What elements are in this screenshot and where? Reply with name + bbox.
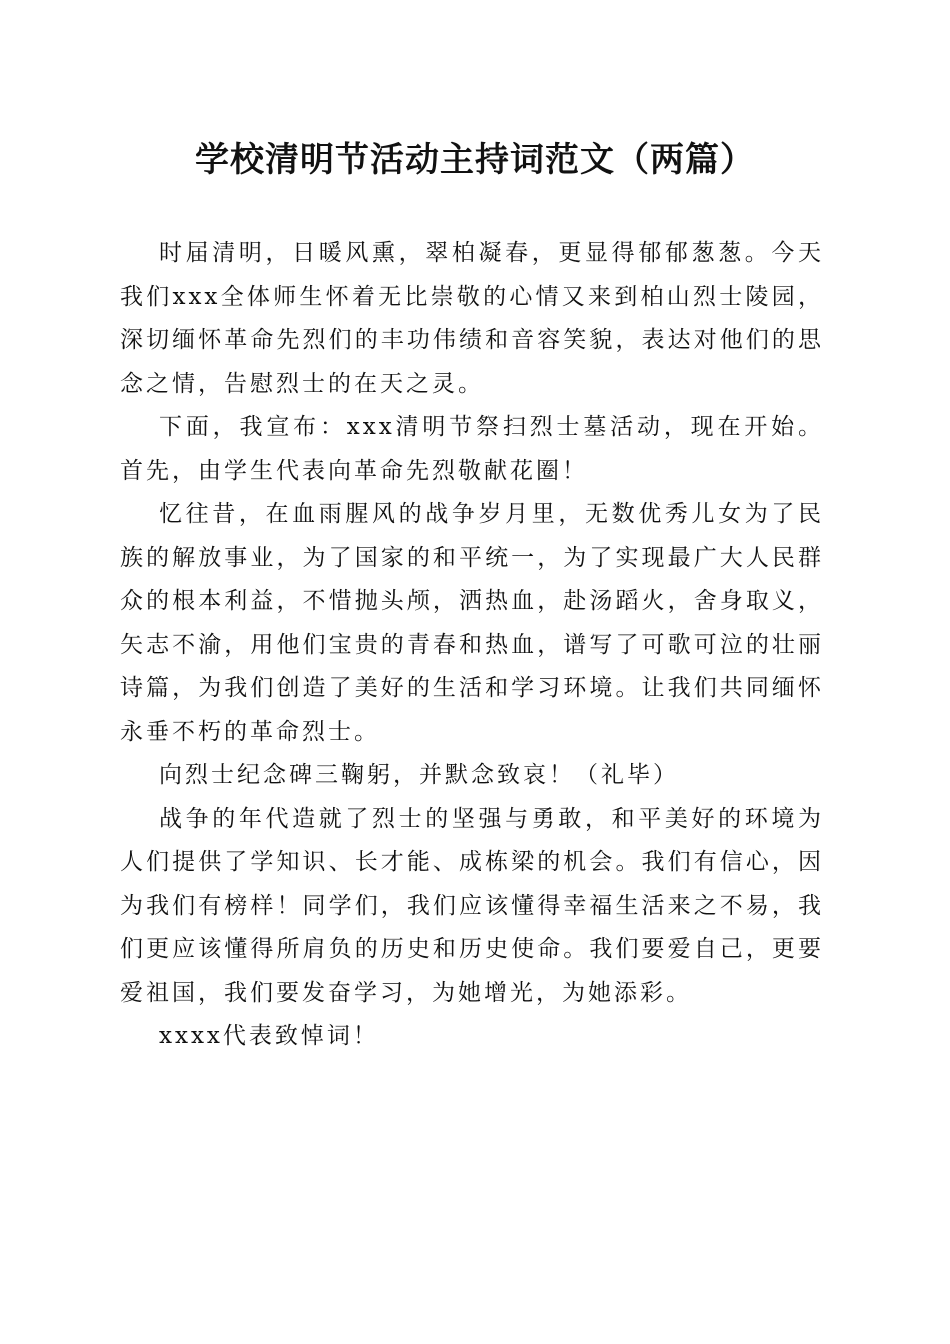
document-title: 学校清明节活动主持词范文（两篇）	[195, 140, 755, 180]
document-body	[120, 232, 824, 1059]
paragraph: 下面，我宣布：xxx清明节祭扫烈士墓活动，现在开始。首先，由学生代表向革命先烈敬献花圈！	[120, 414, 824, 484]
paragraph: xxxx代表致悼词！	[159, 1023, 379, 1049]
paragraph: 战争的年代造就了烈士的坚强与勇敢，和平美好的环境为人们提供了学知识、长才能、成栋梁的机会。我们有信心，因为我们有榜样！同学们，我们应该懂得幸福生活来之不易，我们更应该懂得所肩负的历史和历史使命。我们要爱自己，更要爱祖国，我们要发奋学习，为她增光，为她添彩。	[120, 805, 824, 1006]
paragraph: 时届清明，日暖风熏，翠柏凝春，更显得郁郁葱葱。今天我们xxx全体师生怀着无比崇敬的心情又来到柏山烈士陵园，深切缅怀革命先烈们的丰功伟绩和音容笑貌，表达对他们的思念之情，告慰烈士的在天之灵。	[120, 240, 824, 397]
paragraph: 向烈士纪念碑三鞠躬，并默念致哀！（礼毕）	[159, 762, 679, 788]
paragraph: 忆往昔，在血雨腥风的战争岁月里，无数优秀儿女为了民族的解放事业，为了国家的和平统一，为了实现最广大人民群众的根本利益，不惜抛头颅，洒热血，赴汤蹈火，舍身取义，矢志不渝，用他们宝贵的青春和热血，谱写了可歌可泣的壮丽诗篇，为我们创造了美好的生活和学习环境。让我们共同缅怀永垂不朽的革命烈士。	[120, 501, 824, 745]
